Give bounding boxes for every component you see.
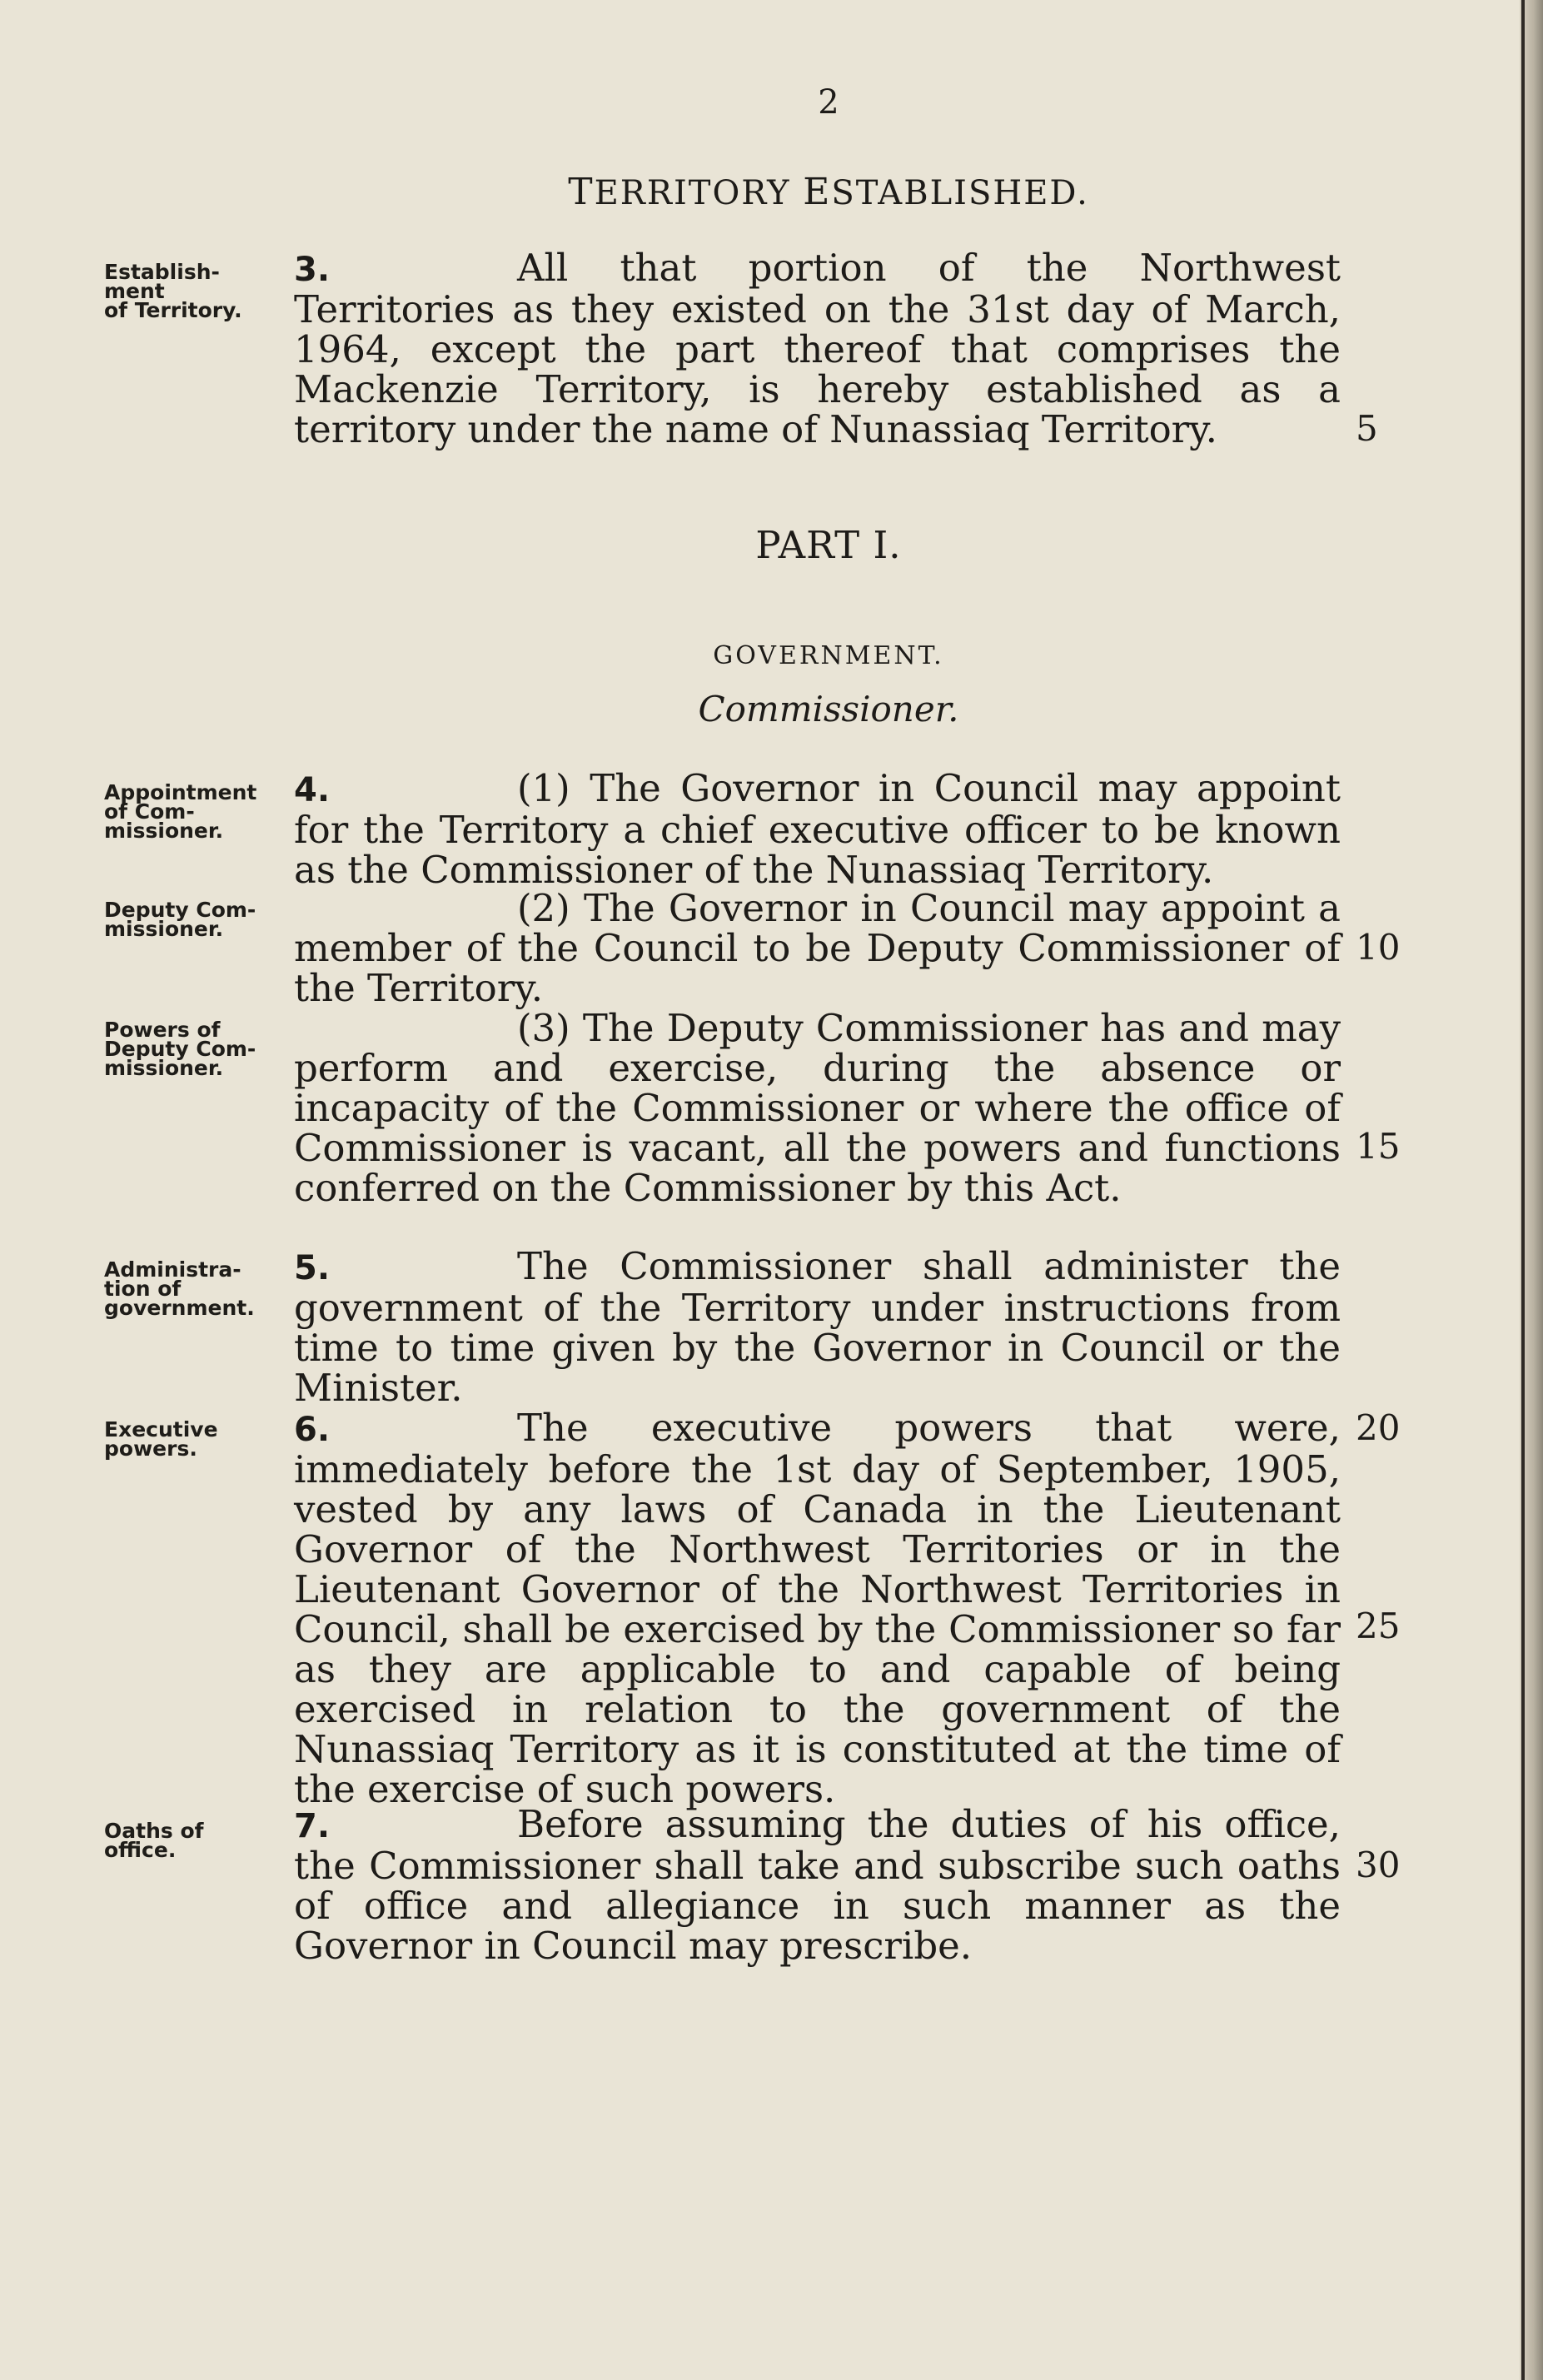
- section-text: The Commissioner shall administer the government of the Territory under instructions from time to time given by the Governor in Council or the Minister.: [294, 1244, 1341, 1410]
- section-number: 4.: [294, 771, 331, 809]
- section-number: 6.: [294, 1411, 331, 1449]
- margin-note-administration: Administra- tion of government.: [104, 1257, 255, 1320]
- section-text: All that portion of the Northwest Territories as they existed on the 31st day of March, 1964, except the part thereof that comprises the Mackenzie Territory, is hereby established as a territory under the name of Nunassiaq Territory.: [294, 246, 1341, 451]
- section-6: [294, 1408, 1341, 1810]
- section-7: [294, 1802, 1341, 1968]
- subject-heading: Commissioner.: [698, 689, 959, 729]
- section-4-2: [294, 886, 1341, 1010]
- margin-note-powers-deputy: Powers of Deputy Com- missioner.: [104, 1018, 256, 1080]
- section-text: (2) The Governor in Council may appoint a member of the Council to be Deputy Commissioner of the Territory.: [294, 886, 1341, 1010]
- section-text: (1) The Governor in Council may appoint for the Territory a chief executive officer to be known as the Commissioner of the Nunassiaq Territory.: [294, 766, 1341, 892]
- margin-note-establishment: Establish- ment of Territory.: [104, 260, 242, 322]
- section-3: [294, 248, 1341, 450]
- section-4-1: [294, 766, 1341, 892]
- section-text: (3) The Deputy Commissioner has and may perform and exercise, during the absence or incapacity of the Commissioner or where the office of Commissioner is vacant, all the powers and functions conferred on the Commissioner by this Act.: [294, 1006, 1341, 1210]
- section-4-3: [294, 1008, 1341, 1208]
- line-number: 30: [1356, 1845, 1401, 1885]
- section-text: Before assuming the duties of his office, the Commissioner shall take and subscribe such oaths of office and allegiance in such manner as the Governor in Council may prescribe.: [294, 1802, 1341, 1968]
- page-binding-line: [1521, 0, 1525, 2380]
- margin-note-deputy: Deputy Com- missioner.: [104, 898, 256, 941]
- line-number: 5: [1356, 408, 1378, 449]
- line-number: 25: [1356, 1606, 1401, 1646]
- part-subtitle: GOVERNMENT.: [713, 641, 944, 670]
- section-heading: TERRITORY ESTABLISHED.: [568, 171, 1089, 213]
- page-number: 2: [818, 83, 839, 122]
- section-number: 5.: [294, 1249, 331, 1287]
- section-5: [294, 1244, 1341, 1410]
- margin-note-appointment: Appointment of Com- missioner.: [104, 780, 257, 843]
- section-number: 7.: [294, 1807, 331, 1845]
- margin-note-executive: Executive powers.: [104, 1417, 218, 1461]
- section-number: 3.: [294, 251, 331, 289]
- line-number: 20: [1356, 1407, 1401, 1448]
- line-number: 10: [1356, 927, 1401, 968]
- margin-note-oaths: Oaths of office.: [104, 1819, 204, 1862]
- line-number: 15: [1356, 1126, 1401, 1167]
- section-text: The executive powers that were, immediately before the 1st day of September, 1905, vested by any laws of Canada in the Lieutenant Governor of the Northwest Territories or in the Lieutenant Governor of the Northwest Territories in Council, shall be exercised by the Commissioner so far as they are applicable to and capable of being exercised in relation to the government of the Nunassiaq Territory as it is constituted at the time of the exercise of such powers.: [294, 1406, 1341, 1811]
- part-title: PART I.: [755, 523, 902, 567]
